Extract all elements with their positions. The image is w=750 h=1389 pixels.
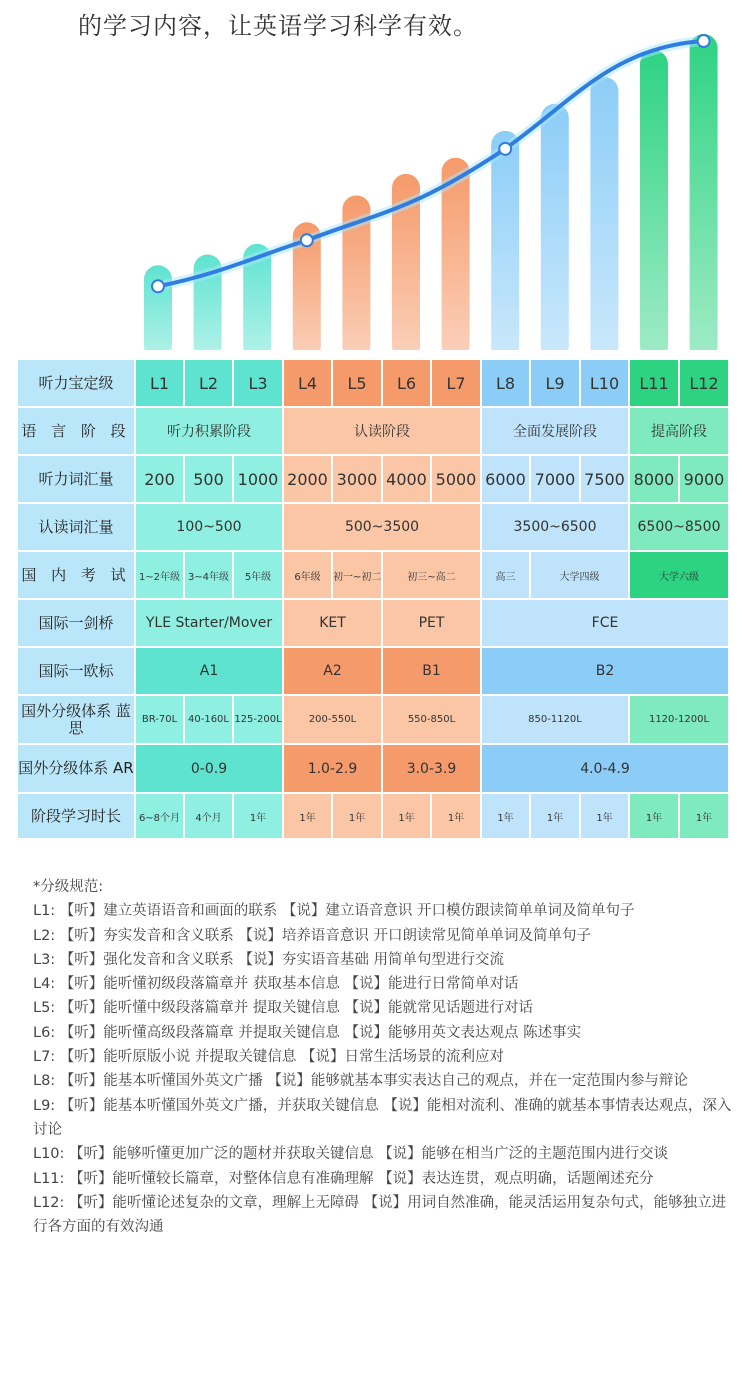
row-header: 听力宝定级	[18, 360, 136, 408]
table-cell: 3000	[333, 456, 383, 504]
note-line: L8: 【听】能基本听懂国外英文广播 【说】能够就基本事实表达自己的观点，并在一定范围内参与辩论	[33, 1073, 688, 1090]
table-cell: 3~4年级	[185, 552, 234, 600]
table-row	[18, 408, 730, 456]
table-cell: 初一~初二	[333, 552, 383, 600]
row-header: 语 言 阶 段	[18, 408, 136, 456]
note-line: L2: 【听】夯实发音和含义联系 【说】培养语音意识 开口朗读常见简单单词及简单句子	[33, 927, 592, 944]
bar-L9	[541, 104, 569, 350]
note-line: L6: 【听】能听懂高级段落篇章 并提取关键信息 【说】能够用英文表达观点 陈述事实	[33, 1024, 582, 1041]
level-notes	[33, 875, 738, 1239]
note-line: L1: 【听】建立英语语音和画面的联系 【说】建立语音意识 开口模仿跟读简单单词及简单句子	[33, 903, 635, 920]
table-cell: L1	[136, 360, 185, 408]
table-cell: A1	[136, 648, 284, 696]
table-row	[18, 504, 730, 552]
row-header: 国际一欧标	[18, 648, 136, 696]
table-cell: 6年级	[284, 552, 333, 600]
table-cell: 1年	[581, 794, 630, 840]
table-cell: 6~8个月	[136, 794, 185, 840]
bar-L12	[690, 34, 718, 350]
note-line: L5: 【听】能听懂中级段落篇章并 提取关键信息 【说】能就常见话题进行对话	[33, 1000, 534, 1017]
table-cell: 2000	[284, 456, 333, 504]
table-cell: 1年	[482, 794, 531, 840]
curve-point-L4	[301, 234, 313, 246]
table-cell: 初三~高二	[383, 552, 482, 600]
table-cell: 1000	[234, 456, 284, 504]
row-header: 国外分级体系 AR	[18, 745, 136, 794]
table-cell: 全面发展阶段	[482, 408, 630, 456]
bar-L10	[590, 77, 618, 350]
table-cell: 3.0-3.9	[383, 745, 482, 794]
growth-curve-glow	[158, 41, 704, 286]
table-cell: 5年级	[234, 552, 284, 600]
table-cell: 1.0-2.9	[284, 745, 383, 794]
table-cell: YLE Starter/Mover	[136, 600, 284, 648]
table-row	[18, 360, 730, 408]
table-cell: FCE	[482, 600, 730, 648]
table-cell: L12	[680, 360, 730, 408]
table-cell: 200	[136, 456, 185, 504]
table-cell: L2	[185, 360, 234, 408]
table-cell: 850-1120L	[482, 696, 630, 745]
table-row	[18, 600, 730, 648]
row-header: 国际一剑桥	[18, 600, 136, 648]
intro-text: 的学习内容，让英语学习科学有效。	[78, 12, 478, 40]
table-cell: L10	[581, 360, 630, 408]
note-line: L4: 【听】能听懂初级段落篇章并 获取基本信息 【说】能进行日常简单对话	[33, 976, 519, 993]
table-cell: 8000	[630, 456, 680, 504]
table-cell: 40-160L	[185, 696, 234, 745]
table-cell: 3500~6500	[482, 504, 630, 552]
table-cell: 9000	[680, 456, 730, 504]
table-cell: 听力积累阶段	[136, 408, 284, 456]
table-cell: 500	[185, 456, 234, 504]
table-cell: L5	[333, 360, 383, 408]
table-cell: 1年	[531, 794, 581, 840]
table-cell: 5000	[432, 456, 482, 504]
table-cell: 125-200L	[234, 696, 284, 745]
table-cell: 提高阶段	[630, 408, 730, 456]
table-cell: L11	[630, 360, 680, 408]
table-row	[18, 456, 730, 504]
note-line: L12: 【听】能听懂论述复杂的文章，理解上无障碍 【说】用词自然准确，能灵活运用复杂句式，能够独立进行各方面的有效沟通	[33, 1194, 727, 1236]
note-line: L7: 【听】能听原版小说 并提取关键信息 【说】日常生活场景的流利应对	[33, 1049, 505, 1066]
level-growth-chart	[0, 0, 750, 350]
curve-point-L1	[152, 280, 164, 292]
row-header: 国 内 考 试	[18, 552, 136, 600]
note-line: L10: 【听】能够听懂更加广泛的题材并获取关键信息 【说】能够在相当广泛的主题范围内进行交谈	[33, 1146, 669, 1163]
table-cell: B1	[383, 648, 482, 696]
table-cell: 6500~8500	[630, 504, 730, 552]
table-cell: L4	[284, 360, 333, 408]
table-row	[18, 696, 730, 745]
table-cell: 4.0-4.9	[482, 745, 730, 794]
table-cell: 大学四级	[531, 552, 630, 600]
table-cell: 1年	[333, 794, 383, 840]
table-cell: PET	[383, 600, 482, 648]
table-cell: 100~500	[136, 504, 284, 552]
table-cell: 1年	[234, 794, 284, 840]
bar-L8	[491, 131, 519, 350]
table-cell: 认读阶段	[284, 408, 482, 456]
table-cell: 7000	[531, 456, 581, 504]
table-cell: 1年	[284, 794, 333, 840]
note-line: L9: 【听】能基本听懂国外英文广播，并获取关键信息 【说】能相对流利、准确的就基本事情表达观点，深入讨论	[33, 1097, 732, 1138]
row-header: 阶段学习时长	[18, 794, 136, 840]
table-row	[18, 648, 730, 696]
table-cell: B2	[482, 648, 730, 696]
bar-L11	[640, 50, 668, 350]
table-cell: L6	[383, 360, 432, 408]
table-row	[18, 745, 730, 794]
table-cell: BR-70L	[136, 696, 185, 745]
table-cell: 大学六级	[630, 552, 730, 600]
notes-title: *分级规范:	[33, 879, 104, 895]
table-cell: 1~2年级	[136, 552, 185, 600]
table-cell: L9	[531, 360, 581, 408]
table-cell: 1年	[630, 794, 680, 840]
table-cell: 1年	[432, 794, 482, 840]
table-cell: L8	[482, 360, 531, 408]
curve-point-L12	[698, 35, 710, 47]
table-cell: 0-0.9	[136, 745, 284, 794]
table-cell: 1120-1200L	[630, 696, 730, 745]
table-cell: 4个月	[185, 794, 234, 840]
table-cell: 1年	[680, 794, 730, 840]
table-cell: KET	[284, 600, 383, 648]
bar-L1	[144, 265, 172, 350]
note-line: L11: 【听】能听懂较长篇章，对整体信息有准确理解 【说】表达连贯，观点明确，话题阐述充分	[33, 1170, 654, 1187]
table-cell: 高三	[482, 552, 531, 600]
note-line: L3: 【听】强化发音和含义联系 【说】夯实语音基础 用简单句型进行交流	[33, 951, 505, 968]
table-row	[18, 552, 730, 600]
table-cell: 550-850L	[383, 696, 482, 745]
curve-point-L8	[499, 143, 511, 155]
table-cell: 500~3500	[284, 504, 482, 552]
row-header: 认读词汇量	[18, 504, 136, 552]
table-cell: L3	[234, 360, 284, 408]
table-cell: 1年	[383, 794, 432, 840]
table-cell: L7	[432, 360, 482, 408]
row-header: 听力词汇量	[18, 456, 136, 504]
table-cell: 6000	[482, 456, 531, 504]
growth-curve	[158, 41, 704, 286]
table-cell: 7500	[581, 456, 630, 504]
table-row	[18, 794, 730, 840]
row-header: 国外分级体系 蓝思	[18, 696, 136, 745]
table-cell: 200-550L	[284, 696, 383, 745]
table-cell: 4000	[383, 456, 432, 504]
level-table	[18, 360, 730, 840]
table-cell: A2	[284, 648, 383, 696]
